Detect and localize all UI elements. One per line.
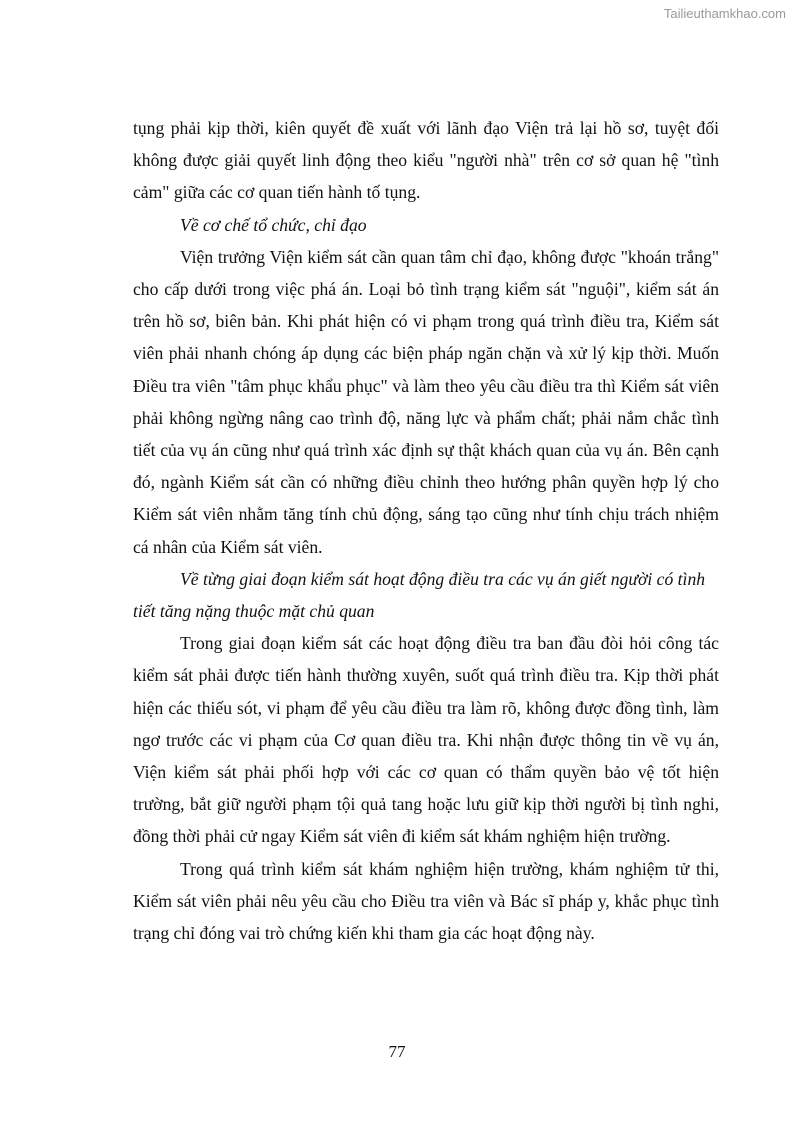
page-number: 77 (388, 1042, 406, 1061)
section-heading-organization: Về cơ chế tổ chức, chỉ đạo (180, 214, 367, 235)
paragraph-continuation: tụng phải kịp thời, kiên quyết đề xuất với lãnh đạo Viện trả lại hồ sơ, tuyệt đối không được giải quyết linh động theo kiểu "người nhà" trên cơ sở quan hệ "tình cảm" giữa các cơ quan tiến hành tố tụng. (133, 118, 719, 203)
section-heading-stages: Về từng giai đoạn kiểm sát hoạt động điều tra các vụ án giết người có tình tiết tăng nặng thuộc mặt chủ quan (133, 568, 706, 622)
paragraph-organization: Viện trưởng Viện kiểm sát cần quan tâm chỉ đạo, không được "khoán trắng" cho cấp dưới trong việc phá án. Loại bỏ tình trạng kiểm sát "nguội", kiểm sát án trên hồ sơ, biên bản. Khi phát hiện có vi phạm trong quá trình điều tra, Kiểm sát viên phải nhanh chóng áp dụng các biện pháp ngăn chặn và xử lý kịp thời. Muốn Điều tra viên "tâm phục khẩu phục" và làm theo yêu cầu điều tra thì Kiểm sát viên phải không ngừng nâng cao trình độ, năng lực và phẩm chất; phải nắm chắc tình tiết của vụ án cũng như quá trình xác định sự thật khách quan của vụ án. Bên cạnh đó, ngành Kiểm sát cần có những điều chỉnh theo hướng phân quyền hợp lý cho Kiểm sát viên nhằm tăng tính chủ động, sáng tạo cũng như tính chịu trách nhiệm cá nhân của Kiểm sát viên. (133, 246, 719, 557)
watermark: Tailieuthamkhao.com (663, 6, 786, 21)
paragraph-initial-stage: Trong giai đoạn kiểm sát các hoạt động điều tra ban đầu đòi hỏi công tác kiểm sát phải được tiến hành thường xuyên, suốt quá trình điều tra. Kịp thời phát hiện các thiếu sót, vi phạm để yêu cầu điều tra làm rõ, không được đồng tình, làm ngơ trước các vi phạm của Cơ quan điều tra. Khi nhận được thông tin về vụ án, Viện kiểm sát phải phối hợp với các cơ quan có thẩm quyền bảo vệ tốt hiện trường, bắt giữ người phạm tội quả tang hoặc lưu giữ kịp thời người bị tình nghi, đồng thời phải cử ngay Kiểm sát viên đi kiểm sát khám nghiệm hiện trường. (133, 633, 719, 847)
paragraph-scene-examination: Trong quá trình kiểm sát khám nghiệm hiện trường, khám nghiệm tử thi, Kiểm sát viên phải nêu yêu cầu cho Điều tra viên và Bác sĩ pháp y, khắc phục tình trạng chỉ đóng vai trò chứng kiến khi tham gia các hoạt động này. (133, 858, 719, 944)
page-body (133, 112, 719, 949)
